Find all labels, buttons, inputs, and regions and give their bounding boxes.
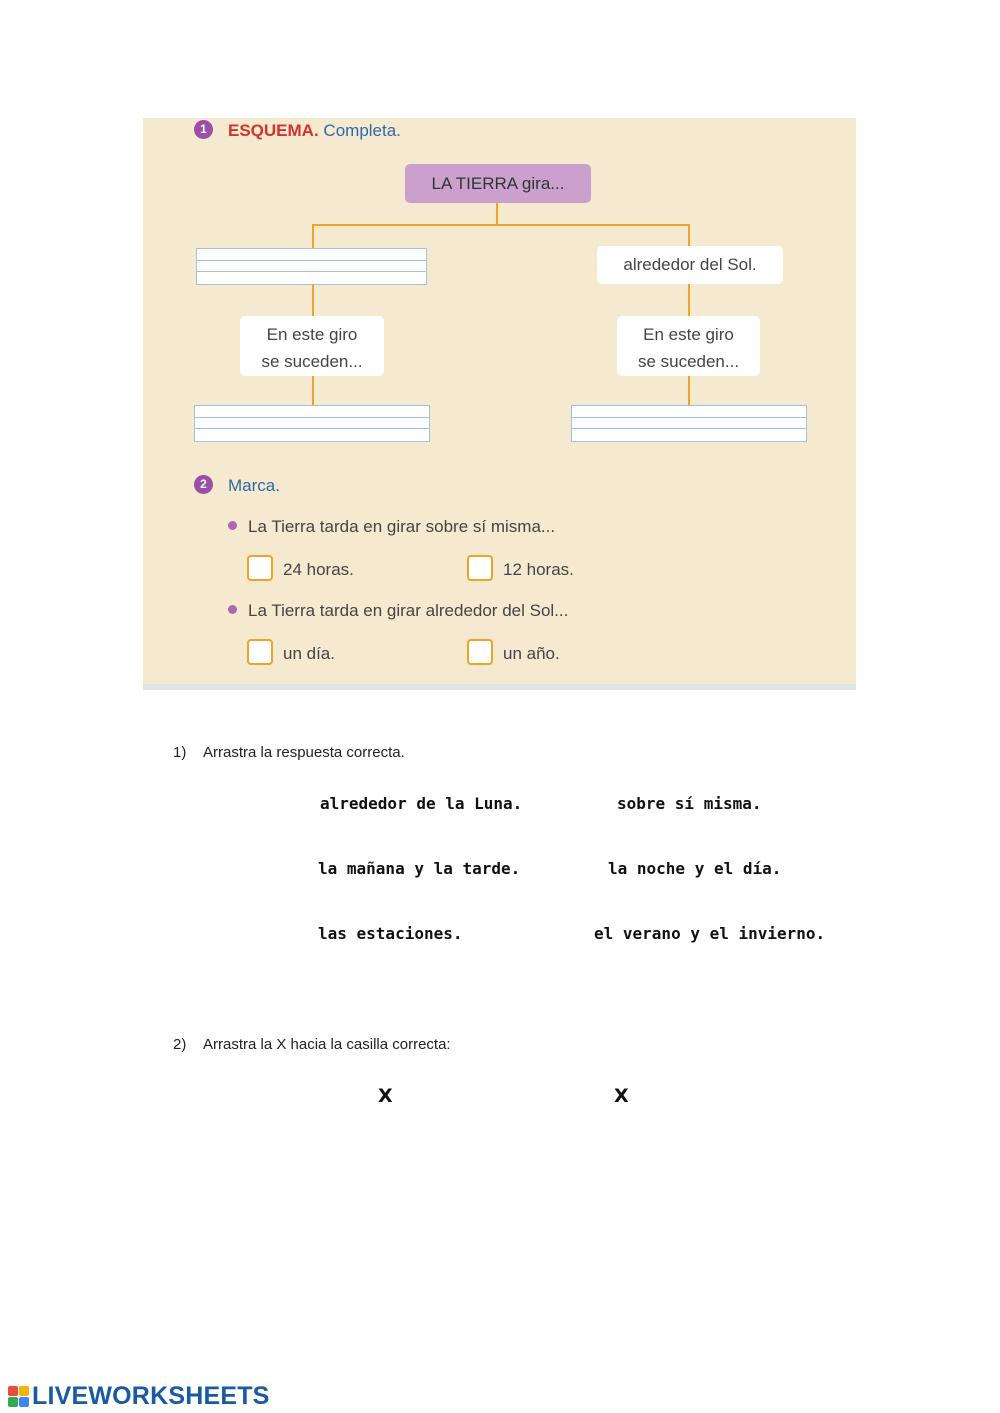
connector-right-bottom xyxy=(688,376,690,406)
drag-option-noche-dia[interactable]: la noche y el día. xyxy=(608,859,782,878)
bullet-icon xyxy=(228,521,237,530)
left-sub-line-2: se suceden... xyxy=(261,352,363,371)
question-1-statement: La Tierra tarda en girar sobre sí misma... xyxy=(248,517,556,536)
drag-option-sobre-si-misma[interactable]: sobre sí misma. xyxy=(617,794,762,813)
connector-right-mid xyxy=(688,284,690,316)
checkbox-24-horas[interactable] xyxy=(247,555,273,581)
drag-option-alrededor-luna[interactable]: alrededor de la Luna. xyxy=(320,794,523,813)
connector-root-stem xyxy=(496,203,498,225)
answer-box-right-bottom[interactable] xyxy=(571,405,807,442)
left-sub-box xyxy=(240,316,384,376)
connector-right-drop xyxy=(688,224,690,246)
logo-square-2 xyxy=(19,1386,29,1396)
logo-square-3 xyxy=(8,1397,18,1407)
option-un-ano: un año. xyxy=(503,644,560,663)
answer-rule xyxy=(195,417,429,418)
bullet-icon xyxy=(228,605,237,614)
exercise-1-title xyxy=(228,121,401,141)
right-sub-box xyxy=(617,316,760,376)
connector-horizontal xyxy=(312,224,690,226)
question-2-statement: La Tierra tarda en girar alrededor del Sol... xyxy=(248,601,569,620)
logo-text: LIVEWORKSHEETS xyxy=(32,1381,270,1410)
right-branch-box: alrededor del Sol. xyxy=(597,246,783,284)
answer-rule xyxy=(572,428,806,429)
right-sub-line-1: En este giro xyxy=(643,325,734,344)
instruction-2: 2) Arrastra la X hacia la casilla correcta: xyxy=(173,1036,451,1053)
logo-square-4 xyxy=(19,1397,29,1407)
exercise-2-number: 2 xyxy=(194,475,213,494)
checkbox-un-dia[interactable] xyxy=(247,639,273,665)
exercise-2-title xyxy=(228,476,280,496)
answer-rule xyxy=(197,271,426,272)
drag-x-mark-2[interactable]: X xyxy=(614,1085,629,1107)
answer-rule xyxy=(572,417,806,418)
checkbox-un-ano[interactable] xyxy=(467,639,493,665)
connector-left-bottom xyxy=(312,376,314,406)
exercise-1-number: 1 xyxy=(194,120,213,139)
exercise-2-title-text: Marca. xyxy=(228,476,280,495)
checkbox-12-horas[interactable] xyxy=(467,555,493,581)
drag-x-mark-1[interactable]: X xyxy=(378,1085,393,1107)
connector-left-mid xyxy=(312,284,314,316)
instruction-1: 1) Arrastra la respuesta correcta. xyxy=(173,744,405,761)
panel-bottom-edge xyxy=(143,684,856,690)
exercise-1-title-blue: Completa. xyxy=(323,121,401,140)
option-12-horas: 12 horas. xyxy=(503,560,574,579)
root-concept-box: LA TIERRA gira... xyxy=(405,164,591,203)
answer-box-left-top[interactable] xyxy=(196,248,427,285)
answer-rule xyxy=(195,428,429,429)
exercise-1-title-red: ESQUEMA. xyxy=(228,121,319,140)
option-24-horas: 24 horas. xyxy=(283,560,354,579)
drag-option-manana-tarde[interactable]: la mañana y la tarde. xyxy=(318,859,521,878)
drag-option-estaciones[interactable]: las estaciones. xyxy=(318,924,463,943)
logo-grid-icon xyxy=(8,1386,29,1407)
connector-left-drop xyxy=(312,224,314,248)
answer-box-left-bottom[interactable] xyxy=(194,405,430,442)
right-sub-line-2: se suceden... xyxy=(637,352,740,371)
logo-square-1 xyxy=(8,1386,18,1396)
answer-rule xyxy=(197,260,426,261)
drag-option-verano-invierno[interactable]: el verano y el invierno. xyxy=(594,924,826,943)
liveworksheets-logo xyxy=(8,1381,270,1411)
option-un-dia: un día. xyxy=(283,644,335,663)
left-sub-line-1: En este giro xyxy=(266,325,358,344)
